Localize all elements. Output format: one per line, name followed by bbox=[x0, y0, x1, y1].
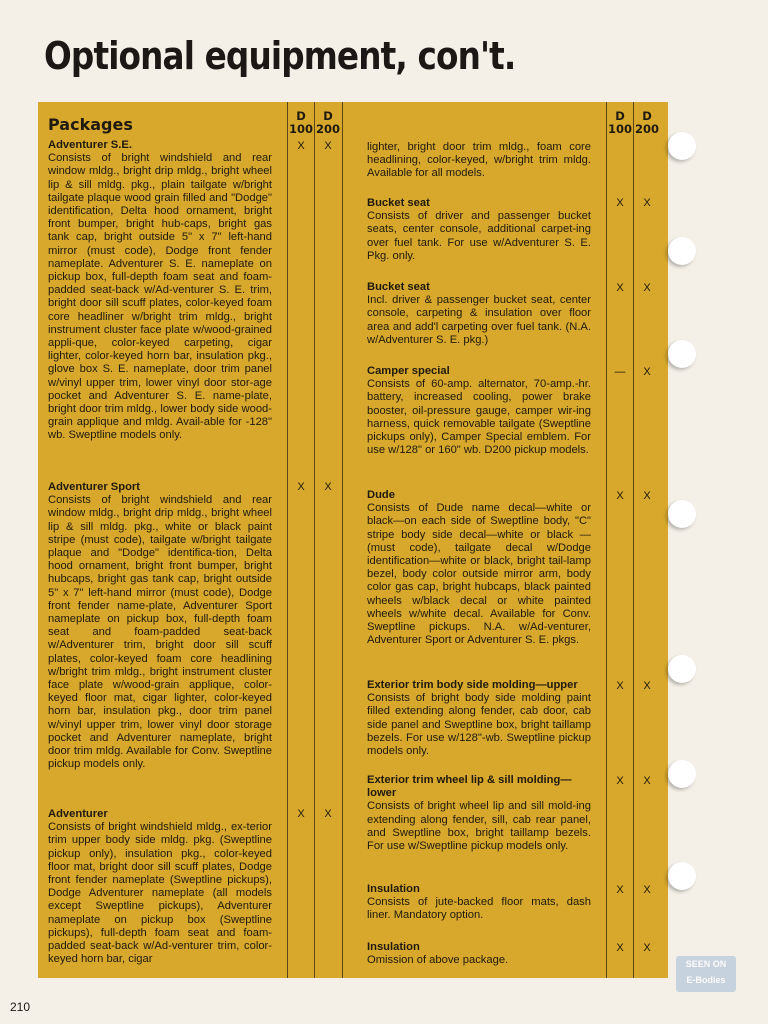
entry-body: Incl. driver & passenger bucket seat, center console, carpeting & insulation over floor area and add'l carpeting over fuel tank. (N.A. w/Adventurer S. E. pkg.) bbox=[367, 294, 591, 346]
column-divider bbox=[314, 102, 315, 978]
d100-mark: X bbox=[616, 197, 624, 209]
watermark-line2: E-Bodies bbox=[686, 975, 726, 985]
header-100: 100 bbox=[607, 122, 632, 136]
d200-mark: X bbox=[643, 775, 651, 787]
entry-body: Consists of bright body side molding paint filled extending along fender, cab door, cab side panel and Sweptline box, bright taillamp bezels. For use w/128"-wb. Sweptline pickup models only. bbox=[367, 692, 591, 758]
column-divider bbox=[606, 102, 607, 978]
entry-body: Consists of 60-amp. alternator, 70-amp.-hr. battery, increased cooling, power brake booster, oil-pressure gauge, camper wir-ing harness, quick removable tailgate (Sweptline pickups only), Camper Special emblem. For use w/128" or 160" wb. D200 pickup models. bbox=[367, 378, 591, 457]
entry-body: Consists of jute-backed floor mats, dash liner. Mandatory option. bbox=[367, 896, 591, 922]
entry-body: Consists of bright windshield and rear window mldg., bright drip mldg., bright wheel lip & sill mldg. pkg., white or black paint stripe (must code), tailgate w/bright tailgate plaque and "Dodge" identifica-tion, Delta hood ornament, bright front bumper, bright hubcaps, bright gas tank cap, bright outside 5" x 7" left-hand mirror (must code), Dodge front fender name-plate, Adventurer Sport nameplate on pickup box, full-depth foam seat and foam-padded seat-back w/Adventurer trim, bright door sill scuff plates, color-keyed foam core headlining w/bright trim mldg., bright instrument cluster face plate w/wood-grain applique, color-keyed floor mat, cigar lighter, color-keyed horn bar, insulation pkg., door trim panel w/vinyl upper trim, lower vinyl door storage pocket and Adventurer nameplate, bright door trim mldg. Available for Conv. Sweptline pickup models only. bbox=[48, 494, 272, 771]
header-d: D bbox=[296, 109, 306, 123]
d200-mark: X bbox=[324, 140, 332, 152]
d100-mark: X bbox=[297, 481, 305, 493]
entry-heading: Insulation bbox=[367, 941, 420, 953]
d200-mark: X bbox=[643, 490, 651, 502]
package-entry-continued bbox=[367, 141, 591, 181]
package-entry bbox=[48, 808, 272, 966]
d200-mark: X bbox=[324, 808, 332, 820]
entry-heading: Insulation bbox=[367, 883, 420, 895]
package-entry bbox=[367, 489, 591, 647]
entry-heading: Adventurer S.E. bbox=[48, 139, 132, 151]
entry-heading: Dude bbox=[367, 489, 395, 501]
binder-hole-icon bbox=[668, 862, 696, 890]
d200-mark: X bbox=[324, 481, 332, 493]
entry-heading: Adventurer bbox=[48, 808, 108, 820]
package-entry bbox=[367, 679, 591, 758]
entry-heading: Camper special bbox=[367, 365, 450, 377]
entry-body: Consists of bright wheel lip and sill mold-ing extending along fender, sill, cab rear panel, and Sweptline box, bright taillamp bezels. For use w/Sweptline pickup models only. bbox=[367, 800, 591, 853]
d200-mark: X bbox=[643, 884, 651, 896]
entry-body: Consists of Dude name decal—white or black—on each side of Sweptline body, "C" stripe body side decal—white or black —(must code), tailgate decal w/Dodge identification—white or black, bright tail-lamp bezel, body color outside mirror arm, body color gas cap, bright hubcaps, black painted wheels w/black decal or white painted wheels w/white decal. Available for Conv. Sweptline pickups. N.A. w/Ad-venturer, Adventurer Sport or Adventurer S. E. pkgs. bbox=[367, 502, 591, 647]
d200-mark: X bbox=[643, 942, 651, 954]
column-divider bbox=[287, 102, 288, 978]
header-d: D bbox=[642, 109, 652, 123]
d100-mark: X bbox=[616, 942, 624, 954]
package-entry bbox=[367, 941, 591, 967]
binder-hole-icon bbox=[668, 760, 696, 788]
header-100: 100 bbox=[288, 122, 313, 136]
entry-heading: Exterior trim wheel lip & sill molding—lower bbox=[367, 774, 572, 800]
page-number: 210 bbox=[10, 1000, 31, 1014]
d100-mark: X bbox=[616, 282, 624, 294]
binder-hole-icon bbox=[668, 340, 696, 368]
entry-body: Omission of above package. bbox=[367, 954, 509, 967]
entry-heading: Bucket seat bbox=[367, 281, 430, 293]
package-entry bbox=[367, 883, 591, 923]
d200-mark: X bbox=[643, 197, 651, 209]
entry-heading: Adventurer Sport bbox=[48, 481, 140, 493]
package-entry bbox=[367, 365, 591, 457]
d100-mark: X bbox=[297, 808, 305, 820]
column-header-d200-left bbox=[314, 110, 342, 136]
page-title: Optional equipment, con't. bbox=[44, 34, 516, 78]
header-d: D bbox=[615, 109, 625, 123]
column-header-d100-left bbox=[287, 110, 315, 136]
entry-body: Consists of driver and passenger bucket seats, center console, additional carpet-ing over fuel tank. For use w/Adventurer S. E. Pkg. only. bbox=[367, 210, 591, 262]
binder-hole-icon bbox=[668, 132, 696, 160]
column-header-d100-right bbox=[606, 110, 634, 136]
d100-mark: — bbox=[614, 366, 626, 378]
package-entry bbox=[48, 481, 272, 771]
package-entry bbox=[367, 197, 591, 263]
header-200: 200 bbox=[315, 122, 340, 136]
d100-mark: X bbox=[616, 884, 624, 896]
watermark-badge bbox=[676, 956, 736, 992]
entry-body: Consists of bright windshield and rear window mldg., bright drip mldg., bright wheel lip & sill mldg. pkg., plain tailgate w/bright tailgate plaque wood grain filled and "Dodge" identification, Delta hood ornament, bright front bumper, bright hub-caps, bright gas tank cap, bright outside 5" x 7" left-hand mirror (must code), Dodge front fender nameplate. Adventurer S. E. nameplate on pickup box, full-depth foam seat and foam-padded seat-back w/Ad-venturer S. E. trim, bright door sill scuff plates, color-keyed foam core headliner w/bright trim mldg., bright instrument cluster face plate w/wood-grained appli-que, color-keyed carpeting, cigar lighter, color-keyed horn bar, insulation pkg., glove box S. E. nameplate, door trim panel w/vinyl upper trim, lower vinyl door stor-age pocket and Adventurer S. E. name-plate, bright door trim mldg., lower body side wood-grain applique and mldg. Avail-able for -128" wb. Sweptline models only. bbox=[48, 152, 272, 442]
binder-hole-icon bbox=[668, 500, 696, 528]
entry-body: lighter, bright door trim mldg., foam core headlining, color-keyed, w/bright trim mldg. Available for all models. bbox=[367, 141, 591, 180]
d100-mark: X bbox=[616, 680, 624, 692]
header-200: 200 bbox=[634, 122, 659, 136]
entry-heading: Bucket seat bbox=[367, 197, 430, 209]
d100-mark: X bbox=[297, 140, 305, 152]
binder-hole-icon bbox=[668, 237, 696, 265]
header-d: D bbox=[323, 109, 333, 123]
column-divider bbox=[342, 102, 343, 978]
d100-mark: X bbox=[616, 775, 624, 787]
d200-mark: X bbox=[643, 680, 651, 692]
column-divider bbox=[633, 102, 634, 978]
package-entry bbox=[48, 139, 272, 443]
package-entry bbox=[367, 281, 591, 347]
column-header-d200-right bbox=[633, 110, 661, 136]
d200-mark: X bbox=[643, 366, 651, 378]
d200-mark: X bbox=[643, 282, 651, 294]
watermark-line1: SEEN ON bbox=[685, 959, 727, 969]
section-title: Packages bbox=[48, 115, 133, 134]
entry-body: Consists of bright windshield mldg., ex-terior trim upper body side mldg. pkg. (Sweptline pickup only), insulation pkg., color-keyed floor mat, bright door sill scuff plates, Dodge front fender nameplate (Sweptline pickups), Dodge Adventurer nameplate (all models except Sweptline pickups), Adventurer nameplate on pickup box (Sweptline pickups), full-depth foam seat and foam-padded seat-back w/Ad-venturer trim, color-keyed horn bar, cigar bbox=[48, 821, 272, 966]
binder-hole-icon bbox=[668, 655, 696, 683]
package-entry bbox=[367, 774, 591, 853]
entry-heading: Exterior trim body side molding—upper bbox=[367, 679, 578, 691]
d100-mark: X bbox=[616, 490, 624, 502]
